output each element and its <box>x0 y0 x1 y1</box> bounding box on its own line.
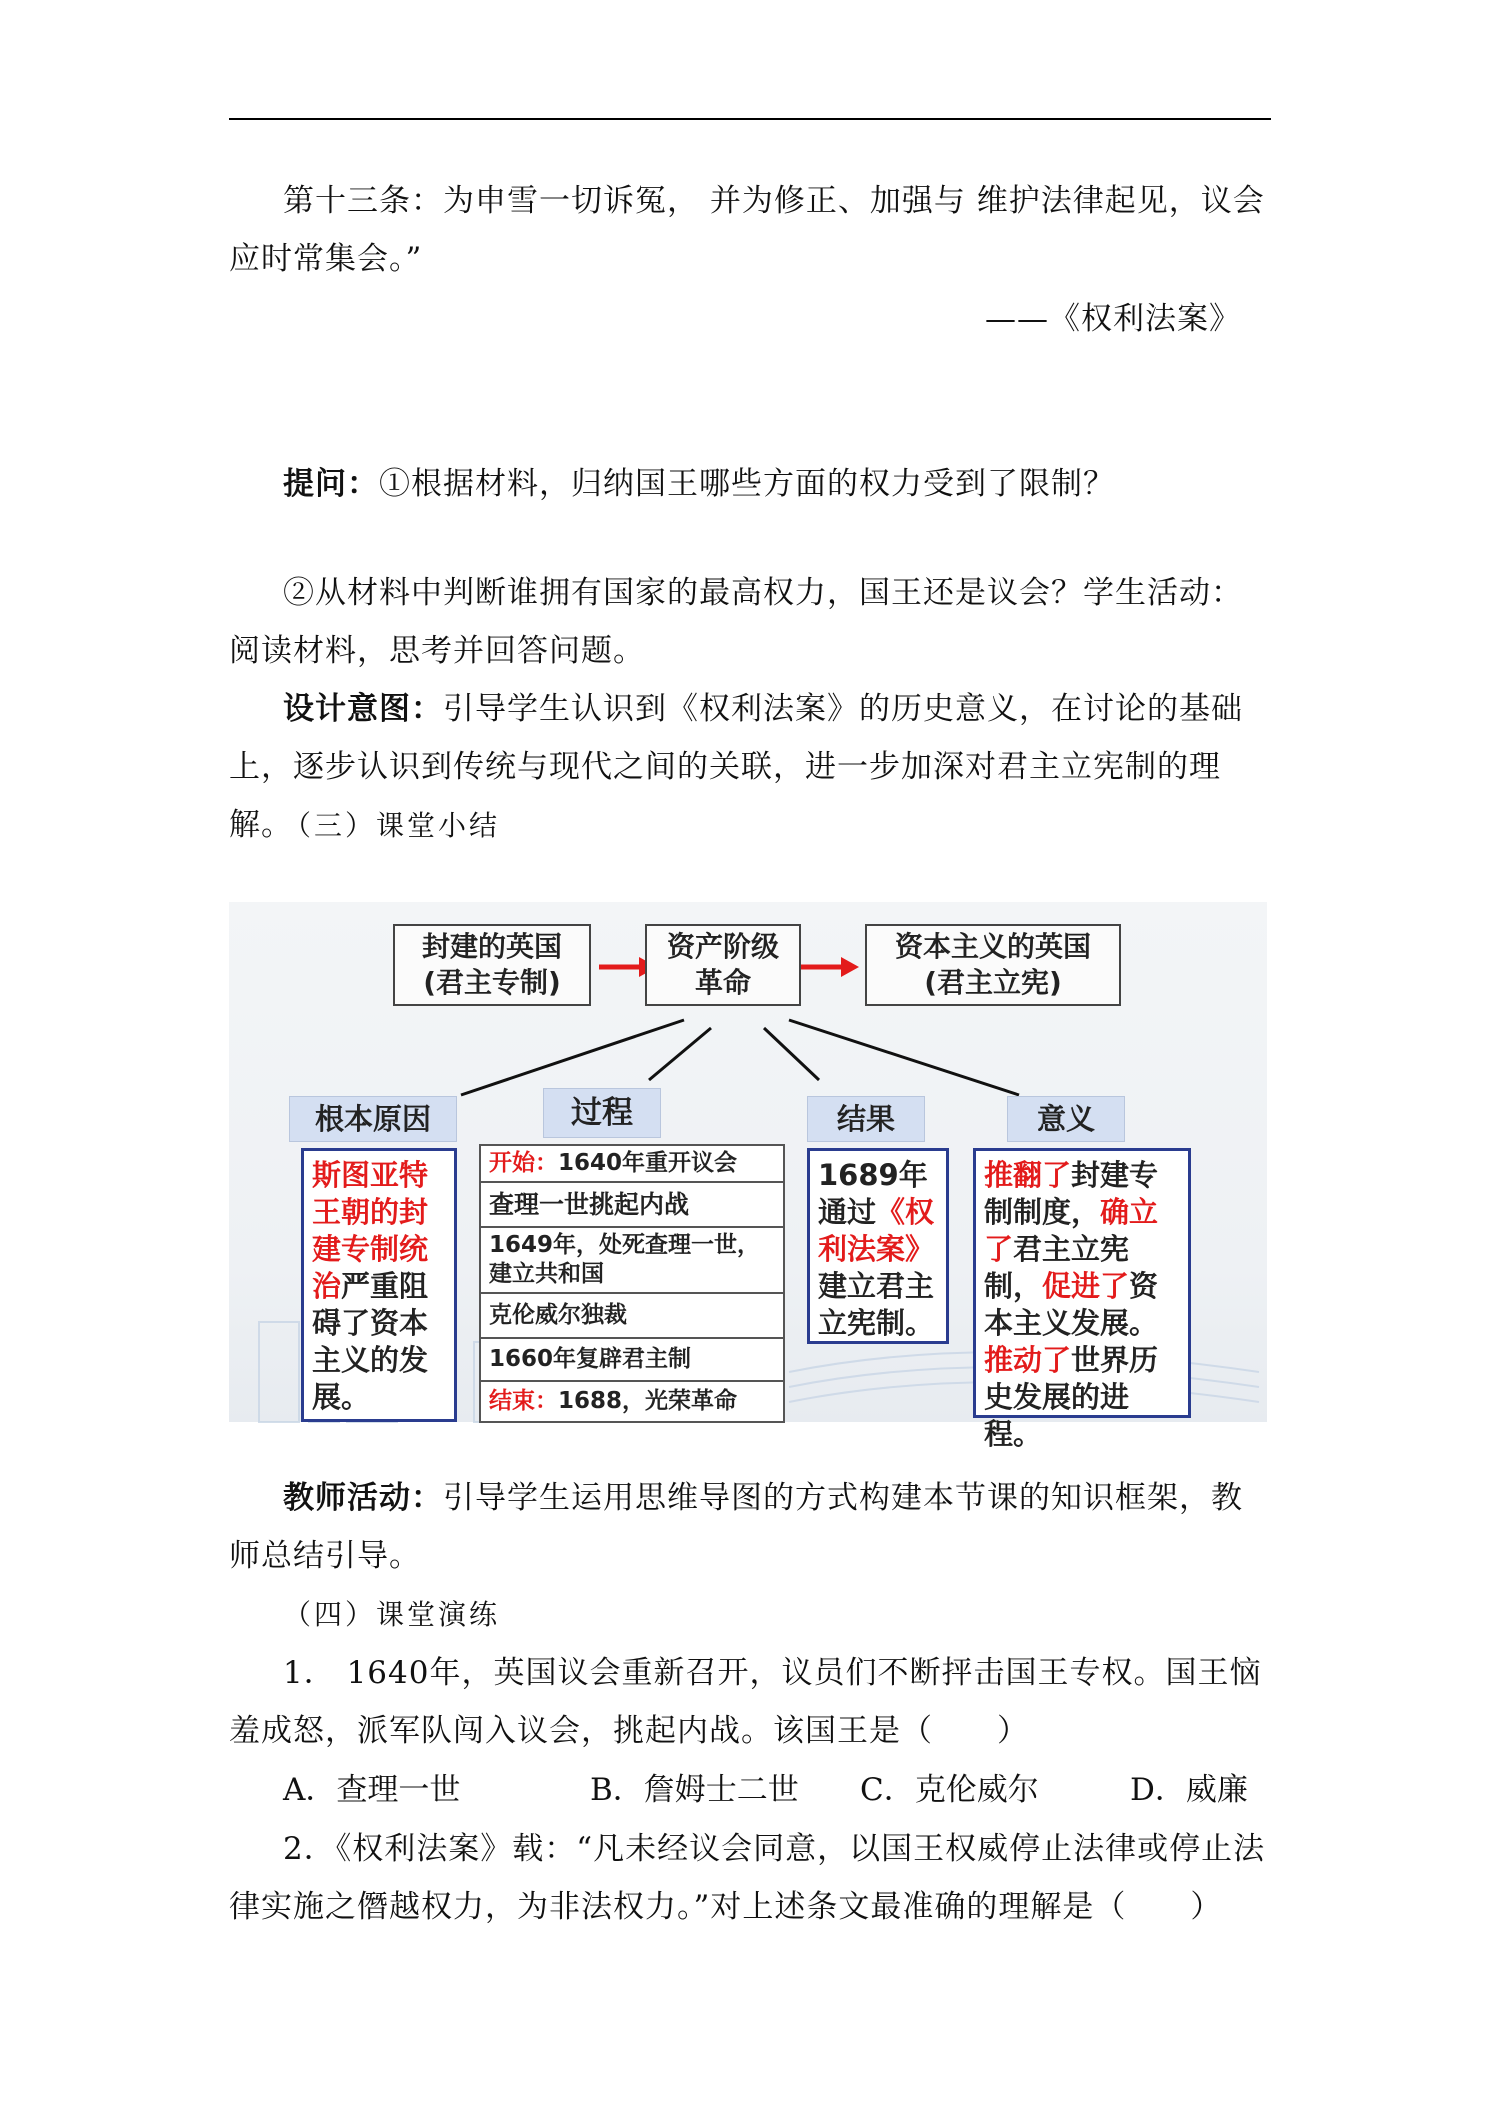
meaning-text: 资本主义发展。 <box>984 1269 1159 1340</box>
process-row: 克伦威尔独裁 <box>481 1294 783 1339</box>
box-label: 封建的英国 <box>421 930 562 963</box>
question-label: 提问： <box>283 466 379 502</box>
process-list <box>479 1144 785 1423</box>
capitalist-england-box <box>865 924 1121 1006</box>
teacher-activity <box>229 1469 1271 1585</box>
result-highlight: 《权利法案》 <box>818 1195 935 1266</box>
section-3-heading: （三）课堂小结 <box>283 809 501 842</box>
option-c: C．克伦威尔 <box>860 1772 1039 1808</box>
cause-panel <box>301 1148 457 1422</box>
result-text-b: 建立君主立宪制。 <box>818 1269 935 1340</box>
tag-meaning: 意义 <box>1007 1096 1125 1142</box>
quote-source: ——《权利法案》 <box>985 301 1241 337</box>
process-row <box>481 1146 783 1183</box>
meaning-highlight: 推翻了 <box>984 1158 1072 1192</box>
box-sublabel: 革命 <box>694 966 751 999</box>
process-end-label: 结束： <box>489 1388 558 1414</box>
result-panel <box>807 1148 949 1344</box>
cause-text: 严重阻碍了资本主义的发展。 <box>312 1269 429 1414</box>
process-end-text: 1688，光荣革命 <box>558 1388 738 1414</box>
question-1-stem: 1． 1640年，英国议会重新召开，议员们不断抨击国王专权。国王恼羞成怒，派军队闯入议会，挑起内战。该国王是（ ） <box>229 1655 1262 1749</box>
section-4-heading: （四）课堂演练 <box>283 1598 501 1631</box>
process-row: 1649年，处死查理一世，建立共和国 <box>481 1228 783 1294</box>
meaning-panel <box>973 1148 1191 1451</box>
design-label: 设计意图： <box>283 691 443 727</box>
teacher-label: 教师活动： <box>283 1480 443 1516</box>
question-1 <box>229 455 1271 513</box>
option-b: B．詹姆士二世 <box>590 1772 799 1808</box>
box-sublabel: (君主立宪) <box>924 966 1062 999</box>
box-label: 资本主义的英国 <box>894 930 1091 963</box>
tag-cause: 根本原因 <box>289 1096 457 1142</box>
meaning-text: 世界历史发展的进程。 <box>984 1343 1159 1451</box>
tag-process: 过程 <box>543 1088 661 1138</box>
question-1-text: ①根据材料，归纳国王哪些方面的权力受到了限制？ <box>379 466 1115 502</box>
summary-mindmap <box>229 902 1267 1451</box>
question-2: ②从材料中判断谁拥有国家的最高权力，国王还是议会？学生活动：阅读材料，思考并回答问题。 <box>229 575 1243 669</box>
result-text-a: 1689年通过 <box>818 1158 928 1229</box>
design-text: 引导学生认识到《权利法案》的历史意义，在讨论的基础上，逐步认识到传统与现代之间的关联，进一步加深对君主立宪制的理解。 <box>229 691 1243 843</box>
bourgeois-revolution-box <box>645 924 801 1006</box>
feudal-england-box <box>393 924 591 1006</box>
branch-lines <box>461 1020 1019 1095</box>
box-label: 资产阶级 <box>666 930 779 963</box>
meaning-highlight: 促进了 <box>1042 1269 1130 1303</box>
header-rule <box>229 118 1271 120</box>
meaning-highlight: 推动了 <box>984 1343 1072 1377</box>
cause-highlight: 斯图亚特王朝的封建专制统治 <box>312 1158 429 1303</box>
quote-text: 第十三条：为申雪一切诉冤， 并为修正、加强与 维护法律起见，议会应时常集会。” <box>229 183 1265 277</box>
process-row: 1660年复辟君主制 <box>481 1339 783 1382</box>
box-sublabel: (君主专制) <box>423 966 561 999</box>
process-row <box>481 1382 783 1421</box>
meaning-text: 君主立宪制， <box>984 1232 1130 1303</box>
option-d: D．威廉 <box>1130 1772 1248 1808</box>
arrow-icon <box>801 957 859 977</box>
process-start-label: 开始： <box>489 1150 558 1176</box>
meaning-highlight: 确立了 <box>984 1195 1159 1266</box>
tag-result: 结果 <box>807 1096 925 1142</box>
process-start-text: 1640年重开议会 <box>558 1150 738 1176</box>
teacher-text: 引导学生运用思维导图的方式构建本节课的知识框架，教师总结引导。 <box>229 1480 1243 1574</box>
process-row: 查理一世挑起内战 <box>481 1183 783 1228</box>
meaning-text: 封建专制制度， <box>984 1158 1159 1229</box>
option-a: A．查理一世 <box>283 1772 461 1808</box>
question-2-stem: 2．《权利法案》载：“凡未经议会同意，以国王权威停止法律或停止法律实施之僭越权力，为非法权力。”对上述条文最准确的理解是（ ） <box>229 1831 1266 1925</box>
